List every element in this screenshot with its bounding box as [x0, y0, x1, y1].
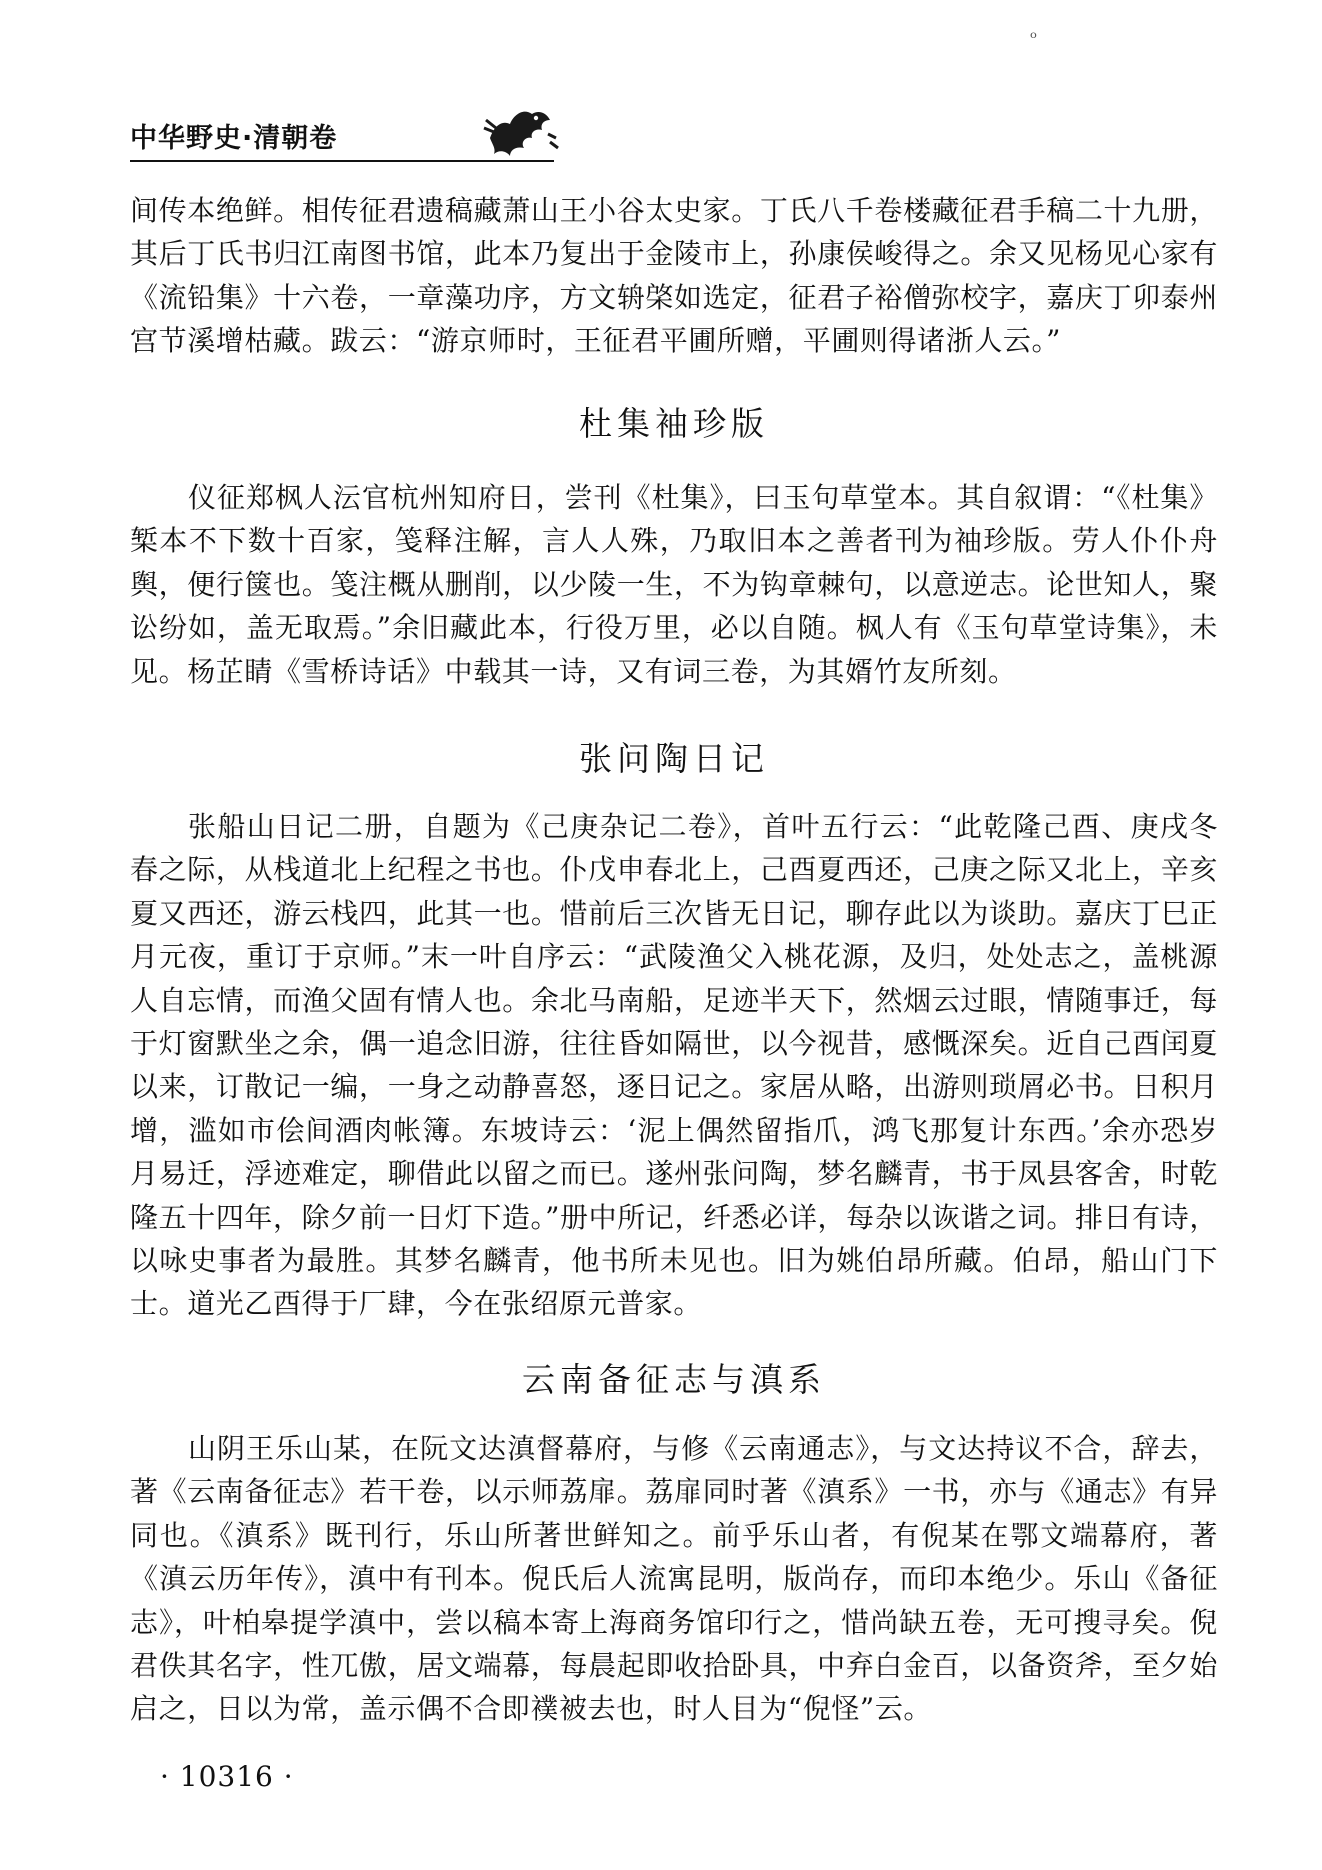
- section-title-yunnan-beizhengzhi: 云南备征志与滇系: [522, 1360, 826, 1399]
- paragraph-yunnan-beizhengzhi: 山阴王乐山某，在阮文达滇督幕府，与修《云南通志》，与文达持议不合，辞去，著《云南备征志》若干卷，以示师荔扉。荔扉同时著《滇系》一书，亦与《通志》有异同也。《滇系》既刊行，乐山所著世鲜知之。前乎乐山者，有倪某在鄂文端幕府，著《滇云历年传》，滇中有刊本。倪氏后人流寓昆明，版尚存，而印本绝少。乐山《备征志》，叶柏皋提学滇中，尝以稿本寄上海商务馆印行之，惜尚缺五卷，无可搜寻矣。倪君佚其名字，性兀傲，居文端幕，每晨起即收拾卧具，中弃白金百，以备资斧，至夕始启之，日以为常，盖示偶不合即襆被去也，时人目为“倪怪”云。: [130, 1432, 1218, 1726]
- paragraph-continued: 间传本绝鲜。相传征君遗稿藏萧山王小谷太史家。丁氏八千卷楼藏征君手稿二十九册，其后丁氏书归江南图书馆，此本乃复出于金陵市上，孙康侯峻得之。余又见杨见心家有《流铅集》十六卷，一章藻功序，方文辀棨如选定，征君子裕僧弥校字，嘉庆丁卯泰州宫节溪增枯藏。跋云：“游京师时，王征君平圃所赠，平圃则得诸浙人云。”: [130, 194, 1218, 358]
- running-header: [130, 98, 550, 160]
- paragraph-zhang-wentao-diary: 张船山日记二册，自题为《己庚杂记二卷》，首叶五行云：“此乾隆己酉、庚戌冬春之际，从栈道北上纪程之书也。仆戊申春北上，己酉夏西还，己庚之际又北上，辛亥夏又西还，游云栈四，此其一也。惜前后三次皆无日记，聊存此以为谈助。嘉庆丁巳正月元夜，重订于京师。”末一叶自序云：“武陵渔父入桃花源，及归，处处志之，盖桃源人自忘情，而渔父固有情人也。余北马南船，足迹半天下，然烟云过眼，情随事迁，每于灯窗默坐之余，偶一追念旧游，往往昏如隔世，以今视昔，感慨深矣。近自己酉闰夏以来，订散记一编，一身之动静喜怒，逐日记之。家居从略，出游则琐屑必书。日积月增，滥如市侩间酒肉帐簿。东坡诗云：‘泥上偶然留指爪，鸿飞那复计东西。’余亦恐岁月易迁，浮迹难定，聊借此以留之而已。遂州张问陶，梦名麟青，书于凤县客舍，时乾隆五十四年，除夕前一日灯下造。”册中所记，纤悉必详，每杂以诙谐之词。排日有诗，以咏史事者为最胜。其梦名麟青，他书所未见也。旧为姚伯昂所藏。伯昂，船山门下士。道光乙酉得于厂肆，今在张绍原元普家。: [130, 810, 1218, 1321]
- paragraph-du-ji: 仪征郑枫人沄官杭州知府日，尝刊《杜集》，曰玉句草堂本。其自叙谓：“《杜集》椠本不下数十百家，笺释注解，言人人殊，乃取旧本之善者刊为袖珍版。劳人仆仆舟舆，便行箧也。笺注概从删削，以少陵一生，不为钩章棘句，以意逆志。论世知人，聚讼纷如，盖无取焉。”余旧藏此本，行役万里，必以自随。枫人有《玉句草堂诗集》，未见。杨芷睛《雪桥诗话》中载其一诗，又有词三卷，为其婿竹友所刻。: [130, 481, 1218, 688]
- book-title: 中华野史·清朝卷: [130, 123, 338, 154]
- dragon-emblem-icon: [480, 98, 560, 160]
- section-title-du-ji: 杜集袖珍版: [579, 404, 769, 443]
- header-rule: [130, 160, 554, 162]
- scan-mark: ₒ: [1030, 22, 1037, 43]
- page-number: · 10316 ·: [160, 1760, 294, 1793]
- section-title-zhang-wentao-diary: 张问陶日记: [579, 739, 769, 778]
